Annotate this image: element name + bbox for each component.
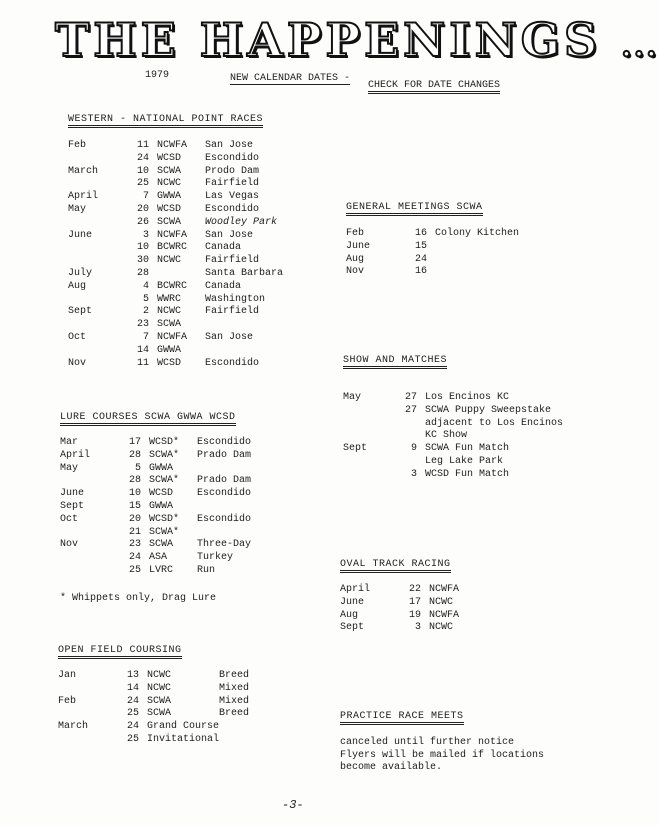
day-cell: 24 — [126, 695, 139, 707]
location-cell: Escondido — [205, 203, 260, 215]
location-cell: Run — [197, 564, 216, 576]
table-row — [68, 217, 283, 230]
table-row — [68, 319, 283, 332]
general-heading: GENERAL MEETINGS SCWA — [346, 202, 483, 216]
day-cell: 5 — [142, 293, 149, 305]
table-row — [58, 696, 249, 709]
location-cell: Escondido — [205, 152, 260, 164]
month-cell: April — [68, 191, 99, 203]
table-row — [68, 281, 283, 294]
type-cell — [219, 734, 249, 747]
month-cell — [68, 153, 123, 166]
type-cell: Mixed — [219, 682, 250, 694]
month-cell: Jan — [58, 670, 77, 681]
table-row — [343, 443, 563, 456]
day-cell: 7 — [142, 331, 149, 343]
month-cell — [68, 178, 123, 191]
club-cell — [157, 268, 205, 281]
month-cell: Sept — [340, 622, 365, 634]
table-row — [68, 358, 283, 371]
table-row — [340, 597, 459, 610]
club-cell: SCWA — [157, 319, 182, 331]
month-cell — [60, 552, 115, 565]
club-cell: NCWC — [157, 255, 182, 267]
club-cell: NCWFA — [157, 140, 188, 151]
month-cell: Nov — [68, 357, 87, 369]
table-row — [346, 266, 519, 279]
location-cell: Colony Kitchen — [435, 228, 520, 239]
month-cell: Feb — [68, 140, 87, 151]
subtitle-emphasis: CHECK FOR DATE CHANGES — [368, 80, 500, 94]
location-cell — [197, 501, 251, 514]
location-cell: Escondido — [197, 513, 252, 525]
day-cell: 24 — [136, 152, 149, 164]
location-cell: Canada — [205, 242, 242, 254]
month-cell: May — [68, 203, 87, 215]
location-cell: Fairfield — [205, 306, 260, 318]
location-cell: Turkey — [197, 552, 234, 564]
month-cell — [68, 294, 123, 307]
table-row — [60, 539, 251, 552]
month-cell — [343, 418, 391, 431]
location-cell: Woodley Park — [205, 216, 278, 228]
month-cell: June — [346, 240, 371, 252]
day-cell: 11 — [136, 357, 149, 369]
day-cell: 20 — [128, 513, 141, 525]
location-cell — [435, 241, 519, 254]
month-cell: April — [340, 584, 371, 595]
day-cell: 25 — [126, 733, 139, 745]
table-row — [60, 552, 251, 565]
day-cell — [391, 456, 425, 469]
month-cell — [343, 430, 391, 443]
table-row — [60, 475, 251, 488]
month-cell: March — [68, 165, 99, 177]
month-cell: Sept — [60, 500, 85, 512]
open-field-heading: OPEN FIELD COURSING — [58, 645, 182, 659]
day-cell: 22 — [408, 584, 421, 595]
subtitle-text: NEW CALENDAR DATES - — [230, 73, 351, 84]
practice-line: canceled until further notice — [340, 737, 515, 748]
month-cell — [68, 242, 123, 255]
open-field-table — [58, 670, 249, 747]
day-cell: 20 — [136, 203, 149, 215]
location-cell — [197, 463, 251, 476]
table-row — [60, 437, 251, 450]
club-cell: WCSD — [157, 152, 182, 164]
masthead-title — [55, 13, 659, 73]
club-cell: WCSD* — [149, 437, 180, 448]
table-row — [343, 405, 563, 418]
month-cell: Mar — [60, 437, 79, 448]
month-cell: June — [340, 596, 365, 608]
day-cell: 24 — [126, 721, 139, 733]
club-cell: NCWFA — [157, 331, 188, 343]
day-cell: 3 — [142, 229, 149, 241]
club-cell: WCSD — [157, 357, 182, 369]
day-cell: 9 — [410, 443, 417, 455]
type-cell: Breed — [219, 670, 250, 681]
western-table — [68, 140, 283, 370]
table-row — [340, 584, 459, 597]
event-cell: Los Encinos KC — [425, 392, 510, 403]
club-cell: SCWA — [149, 539, 174, 551]
club-cell: BCWRC — [157, 280, 188, 292]
month-cell: April — [60, 449, 91, 461]
event-cell: adjacent to Los Encinos — [425, 417, 564, 429]
location-cell: Santa Barbara — [205, 267, 284, 279]
table-row — [58, 683, 249, 696]
masthead-title-text: THE HAPPENINGS — [55, 13, 602, 67]
table-row — [60, 488, 251, 501]
club-cell: NCWFA — [157, 229, 188, 241]
practice-heading: PRACTICE RACE MEETS — [340, 711, 464, 725]
location-cell: Fairfield — [205, 178, 260, 190]
table-row — [60, 565, 251, 578]
table-row — [68, 204, 283, 217]
day-cell — [391, 418, 425, 431]
month-cell: May — [60, 462, 79, 474]
type-cell: Mixed — [219, 695, 250, 707]
club-cell: ASA — [149, 552, 168, 564]
table-row — [60, 450, 251, 463]
table-row — [60, 463, 251, 476]
lure-footnote: * Whippets only, Drag Lure — [60, 593, 217, 604]
table-row — [68, 153, 283, 166]
day-cell: 14 — [136, 344, 149, 356]
club-cell: WCSD — [157, 203, 182, 215]
day-cell: 3 — [414, 622, 421, 634]
table-row — [343, 430, 563, 443]
month-cell: July — [68, 267, 93, 279]
day-cell: 25 — [136, 178, 149, 190]
day-cell: 17 — [408, 596, 421, 608]
month-cell — [60, 527, 115, 540]
day-cell: 21 — [128, 526, 141, 538]
table-row — [60, 501, 251, 514]
day-cell: 27 — [404, 392, 417, 403]
location-cell — [197, 527, 251, 540]
month-cell — [68, 345, 123, 358]
location-cell: Escondido — [197, 488, 252, 500]
table-row — [60, 514, 251, 527]
table-row — [58, 670, 249, 683]
day-cell: 30 — [136, 255, 149, 267]
day-cell: 10 — [128, 488, 141, 500]
day-cell: 26 — [136, 216, 149, 228]
table-row — [58, 734, 249, 747]
year-label: 1979 — [145, 70, 170, 81]
day-cell: 7 — [142, 191, 149, 203]
club-cell: NCWFA — [429, 584, 460, 595]
club-cell: SCWA — [157, 216, 182, 228]
month-cell: June — [68, 229, 93, 241]
location-cell — [205, 345, 283, 358]
location-cell: Escondido — [205, 357, 260, 369]
day-cell: 5 — [134, 462, 141, 474]
table-row — [68, 332, 283, 345]
table-row — [68, 140, 283, 153]
practice-notes — [340, 737, 544, 775]
month-cell — [68, 255, 123, 268]
club-cell: WWRC — [157, 293, 182, 305]
month-cell — [343, 405, 391, 418]
location-cell: Canada — [205, 280, 242, 292]
western-heading: WESTERN - NATIONAL POINT RACES — [68, 114, 263, 128]
day-cell: 13 — [126, 670, 139, 681]
day-cell: 17 — [128, 437, 141, 448]
day-cell: 25 — [126, 708, 139, 720]
table-row — [68, 268, 283, 281]
page-number: -3- — [282, 798, 304, 812]
practice-line: become available. — [340, 762, 443, 773]
month-cell — [58, 708, 113, 721]
shows-table — [343, 392, 563, 482]
month-cell: March — [58, 721, 89, 733]
table-row — [68, 345, 283, 358]
club-cell: NCWC — [147, 670, 172, 681]
month-cell: Aug — [346, 253, 365, 265]
event-cell: Leg Lake Park — [425, 455, 504, 467]
table-row — [68, 294, 283, 307]
club-cell: BCWRC — [157, 242, 188, 254]
day-cell: 11 — [136, 140, 149, 151]
table-row — [58, 708, 249, 721]
club-cell: SCWA* — [149, 526, 180, 538]
day-cell: 4 — [142, 280, 149, 292]
day-cell: 24 — [414, 253, 427, 265]
table-row — [68, 242, 283, 255]
month-cell: May — [343, 392, 362, 403]
location-cell — [205, 319, 283, 332]
day-cell: 15 — [414, 240, 427, 252]
event-cell: WCSD Fun Match — [425, 468, 510, 480]
club-cell: GWWA — [149, 462, 174, 474]
month-cell — [343, 456, 391, 469]
day-cell: 16 — [414, 266, 427, 278]
month-cell: Sept — [68, 306, 93, 318]
day-cell: 2 — [142, 306, 149, 318]
month-cell — [68, 217, 123, 230]
club-cell: WCSD — [149, 488, 174, 500]
event-cell: SCWA Puppy Sweepstake — [425, 404, 552, 416]
oval-table — [340, 584, 459, 635]
day-cell: 25 — [128, 564, 141, 576]
club-cell: LVRC — [149, 564, 174, 576]
month-cell: Nov — [60, 539, 79, 551]
table-row — [68, 191, 283, 204]
day-cell — [391, 430, 425, 443]
month-cell: June — [60, 488, 85, 500]
club-cell: SCWA — [147, 708, 172, 720]
club-cell: NCWC — [429, 622, 454, 634]
event-cell: SCWA Fun Match — [425, 443, 510, 455]
day-cell: 19 — [408, 609, 421, 621]
table-row — [343, 456, 563, 469]
club-cell: NCWC — [429, 596, 454, 608]
location-cell: San Jose — [205, 229, 254, 241]
club-cell: NCWC — [157, 306, 182, 318]
club-cell: GWWA — [157, 344, 182, 356]
month-cell — [58, 734, 113, 747]
month-cell — [343, 469, 391, 482]
table-row — [58, 721, 249, 734]
club-cell: GWWA — [149, 500, 174, 512]
day-cell: 27 — [404, 404, 417, 416]
table-row — [346, 228, 519, 241]
month-cell: Aug — [68, 280, 87, 292]
club-cell: NCWC — [147, 682, 172, 694]
table-row — [68, 230, 283, 243]
table-row — [68, 306, 283, 319]
day-cell: 14 — [126, 682, 139, 694]
day-cell: 10 — [136, 242, 149, 254]
table-row — [68, 255, 283, 268]
day-cell: 24 — [128, 552, 141, 564]
club-cell: GWWA — [157, 191, 182, 203]
location-cell: San Jose — [205, 331, 254, 343]
event-cell: KC Show — [425, 430, 468, 442]
location-cell: Prodo Dam — [205, 165, 260, 177]
general-table — [346, 228, 519, 279]
table-row — [60, 527, 251, 540]
location-cell: Prado Dam — [197, 449, 252, 461]
masthead-dots: ... — [621, 29, 659, 64]
day-cell: 28 — [128, 449, 141, 461]
location-cell — [435, 266, 519, 279]
day-cell: 28 — [128, 475, 141, 487]
table-row — [68, 178, 283, 191]
month-cell — [60, 565, 115, 578]
table-row — [343, 392, 563, 405]
club-cell: NCWFA — [429, 609, 460, 621]
day-cell: 16 — [414, 228, 427, 239]
month-cell: Oct — [68, 331, 87, 343]
lure-heading: LURE COURSES SCWA GWWA WCSD — [60, 412, 236, 426]
location-cell: Las Vegas — [205, 191, 260, 203]
day-cell: 23 — [136, 319, 149, 331]
day-cell: 3 — [410, 468, 417, 480]
month-cell: Oct — [60, 513, 79, 525]
day-cell: 23 — [128, 539, 141, 551]
location-cell — [435, 254, 519, 267]
table-row — [346, 254, 519, 267]
month-cell: Feb — [346, 228, 365, 239]
table-row — [340, 622, 459, 635]
club-cell: Invitational — [147, 733, 220, 745]
month-cell: Feb — [58, 695, 77, 707]
table-row — [68, 166, 283, 179]
month-cell — [58, 683, 113, 696]
location-cell: San Jose — [205, 140, 254, 151]
day-cell: 15 — [128, 500, 141, 512]
club-cell: SCWA — [157, 165, 182, 177]
month-cell: Nov — [346, 266, 365, 278]
table-row — [343, 418, 563, 431]
table-row — [340, 610, 459, 623]
club-cell: SCWA* — [149, 449, 180, 461]
location-cell: Washington — [205, 293, 266, 305]
club-cell: SCWA — [147, 695, 172, 707]
month-cell: Aug — [340, 609, 359, 621]
location-cell: Escondido — [197, 437, 252, 448]
location-cell: Fairfield — [205, 255, 260, 267]
oval-heading: OVAL TRACK RACING — [340, 559, 451, 573]
table-row — [343, 469, 563, 482]
month-cell — [68, 319, 123, 332]
location-cell: Three-Day — [197, 539, 252, 551]
type-cell — [219, 721, 249, 734]
type-cell: Breed — [219, 708, 250, 720]
club-cell: WCSD* — [149, 513, 180, 525]
month-cell — [60, 475, 115, 488]
month-cell: Sept — [343, 443, 368, 455]
practice-line: Flyers will be mailed if locations — [340, 749, 545, 761]
table-row — [346, 241, 519, 254]
club-cell: NCWC — [157, 178, 182, 190]
shows-heading: SHOW AND MATCHES — [343, 355, 447, 369]
day-cell: 10 — [136, 165, 149, 177]
club-cell: SCWA* — [149, 475, 180, 487]
location-cell: Prado Dam — [197, 475, 252, 487]
day-cell: 28 — [136, 267, 149, 279]
club-cell: Grand Course — [147, 721, 220, 733]
lure-table — [60, 437, 251, 578]
